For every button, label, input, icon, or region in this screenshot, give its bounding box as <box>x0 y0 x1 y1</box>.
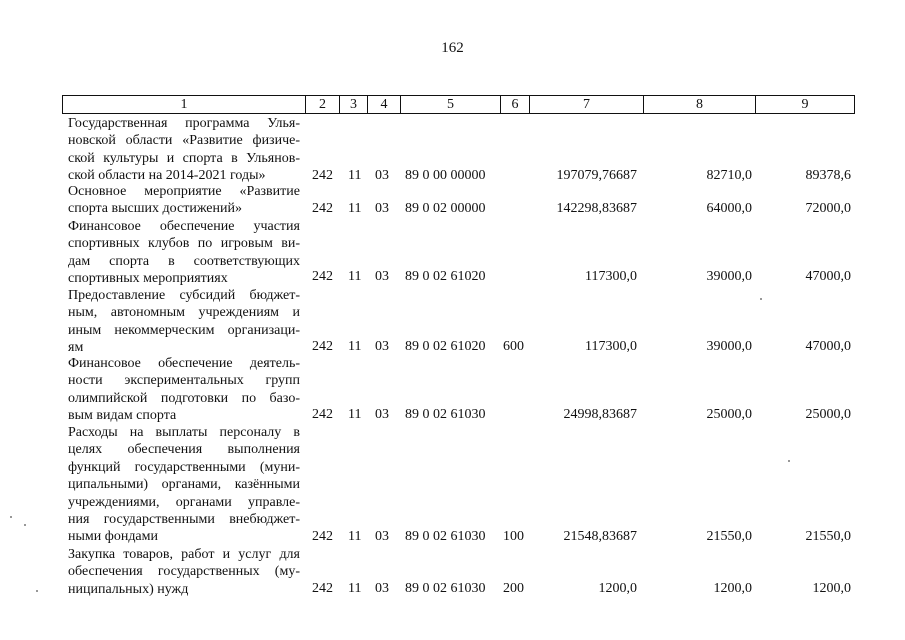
scan-speck <box>36 590 38 592</box>
desc-line: ниципальных) нужд <box>68 581 189 597</box>
desc-line: дам спорта в соответствующих <box>68 253 300 269</box>
cell-col-9: 89378,6 <box>805 168 851 183</box>
cell-col-4: 03 <box>375 201 389 216</box>
cell-col-8: 64000,0 <box>706 201 752 216</box>
cell-col-5: 89 0 02 61020 <box>405 269 486 284</box>
cell-col-2: 242 <box>312 201 333 216</box>
cell-col-8: 39000,0 <box>706 339 752 354</box>
desc-line: ными фондами <box>68 529 159 545</box>
desc-line: Основное мероприятие «Развитие <box>68 184 300 199</box>
cell-col-5: 89 0 02 61030 <box>405 529 486 544</box>
desc-line: Предоставление субсидий бюджет- <box>68 288 300 303</box>
cell-col-3: 11 <box>348 407 362 422</box>
cell-col-2: 242 <box>312 168 333 183</box>
desc-line: иным некоммерческим организаци- <box>68 322 300 338</box>
scan-speck <box>10 516 12 518</box>
desc-line: вым видам спорта <box>68 408 177 424</box>
cell-col-3: 11 <box>348 168 362 183</box>
desc-line: Финансовое обеспечение деятель- <box>68 356 300 371</box>
cell-col-7: 24998,83687 <box>563 407 637 422</box>
header-col-6: 6 <box>501 96 530 113</box>
desc-line: учреждениями, органами управле- <box>68 494 300 510</box>
desc-line: обеспечения государственных (му- <box>68 564 300 580</box>
row-description <box>68 115 300 185</box>
cell-col-4: 03 <box>375 339 389 354</box>
header-col-1: 1 <box>63 96 306 113</box>
cell-col-2: 242 <box>312 581 333 596</box>
cell-col-4: 03 <box>375 581 389 596</box>
cell-col-7: 142298,83687 <box>556 201 637 216</box>
desc-line: спортивных мероприятиях <box>68 271 228 287</box>
header-col-4: 4 <box>368 96 401 113</box>
desc-line: целях обеспечения выполнения <box>68 442 300 458</box>
cell-col-2: 242 <box>312 269 333 284</box>
cell-col-5: 89 0 00 00000 <box>405 168 486 183</box>
row-description <box>68 355 300 425</box>
cell-col-7: 1200,0 <box>598 581 637 596</box>
desc-line: олимпийской подготовки по базо- <box>68 390 300 406</box>
cell-col-4: 03 <box>375 529 389 544</box>
row-description <box>68 183 300 218</box>
desc-line: ям <box>68 340 84 356</box>
desc-line: спортивных клубов по игровым ви- <box>68 236 300 252</box>
cell-col-5: 89 0 02 61030 <box>405 581 486 596</box>
cell-col-3: 11 <box>348 201 362 216</box>
header-col-7: 7 <box>530 96 644 113</box>
header-col-8: 8 <box>644 96 756 113</box>
cell-col-8: 21550,0 <box>706 529 752 544</box>
cell-col-6: 600 <box>503 339 524 354</box>
desc-line: Финансовое обеспечение участия <box>68 219 300 234</box>
cell-col-3: 11 <box>348 529 362 544</box>
cell-col-4: 03 <box>375 269 389 284</box>
cell-col-2: 242 <box>312 407 333 422</box>
cell-col-5: 89 0 02 00000 <box>405 201 486 216</box>
desc-line: ности экспериментальных групп <box>68 373 300 389</box>
cell-col-9: 47000,0 <box>805 339 851 354</box>
scan-speck <box>788 460 790 462</box>
desc-line: Расходы на выплаты персоналу в <box>68 425 300 440</box>
header-col-9: 9 <box>801 97 809 112</box>
cell-col-9: 25000,0 <box>805 407 851 422</box>
cell-col-8: 39000,0 <box>706 269 752 284</box>
cell-col-5: 89 0 02 61030 <box>405 407 486 422</box>
scan-speck <box>760 298 762 300</box>
cell-col-7: 21548,83687 <box>563 529 637 544</box>
desc-line: ния государственными внебюджет- <box>68 512 300 528</box>
scan-speck <box>24 524 26 526</box>
cell-col-5: 89 0 02 61020 <box>405 339 486 354</box>
cell-col-2: 242 <box>312 529 333 544</box>
cell-col-7: 197079,76687 <box>556 168 637 183</box>
cell-col-8: 1200,0 <box>713 581 752 596</box>
cell-col-9: 72000,0 <box>805 201 851 216</box>
desc-line: спорта высших достижений» <box>68 201 243 217</box>
cell-col-3: 11 <box>348 269 362 284</box>
row-description <box>68 218 300 288</box>
desc-line: функций государственными (муни- <box>68 459 300 475</box>
desc-line: Государственная программа Улья- <box>68 116 300 131</box>
cell-col-2: 242 <box>312 339 333 354</box>
page-number: 162 <box>441 40 464 56</box>
row-description <box>68 546 300 598</box>
desc-line: ным, автономным учреждениям и <box>68 305 300 321</box>
cell-col-9: 47000,0 <box>805 269 851 284</box>
cell-col-8: 25000,0 <box>706 407 752 422</box>
cell-col-9: 1200,0 <box>812 581 851 596</box>
cell-col-3: 11 <box>348 339 362 354</box>
desc-line: ской культуры и спорта в Ульянов- <box>68 150 300 166</box>
cell-col-6: 200 <box>503 581 524 596</box>
cell-col-6: 100 <box>503 529 524 544</box>
cell-col-9: 21550,0 <box>805 529 851 544</box>
row-description <box>68 287 300 357</box>
desc-line: новской области «Развитие физиче- <box>68 133 300 149</box>
cell-col-4: 03 <box>375 168 389 183</box>
cell-col-7: 117300,0 <box>585 339 637 354</box>
cell-col-8: 82710,0 <box>706 168 752 183</box>
header-col-5: 5 <box>401 96 501 113</box>
cell-col-7: 117300,0 <box>585 269 637 284</box>
header-col-3: 3 <box>340 96 368 113</box>
cell-col-4: 03 <box>375 407 389 422</box>
header-col-2: 2 <box>306 96 340 113</box>
cell-col-3: 11 <box>348 581 362 596</box>
desc-line: ской области на 2014-2021 годы» <box>68 168 266 184</box>
desc-line: Закупка товаров, работ и услуг для <box>68 547 300 562</box>
row-description <box>68 424 300 546</box>
desc-line: ципальными) органами, казёнными <box>68 477 300 493</box>
